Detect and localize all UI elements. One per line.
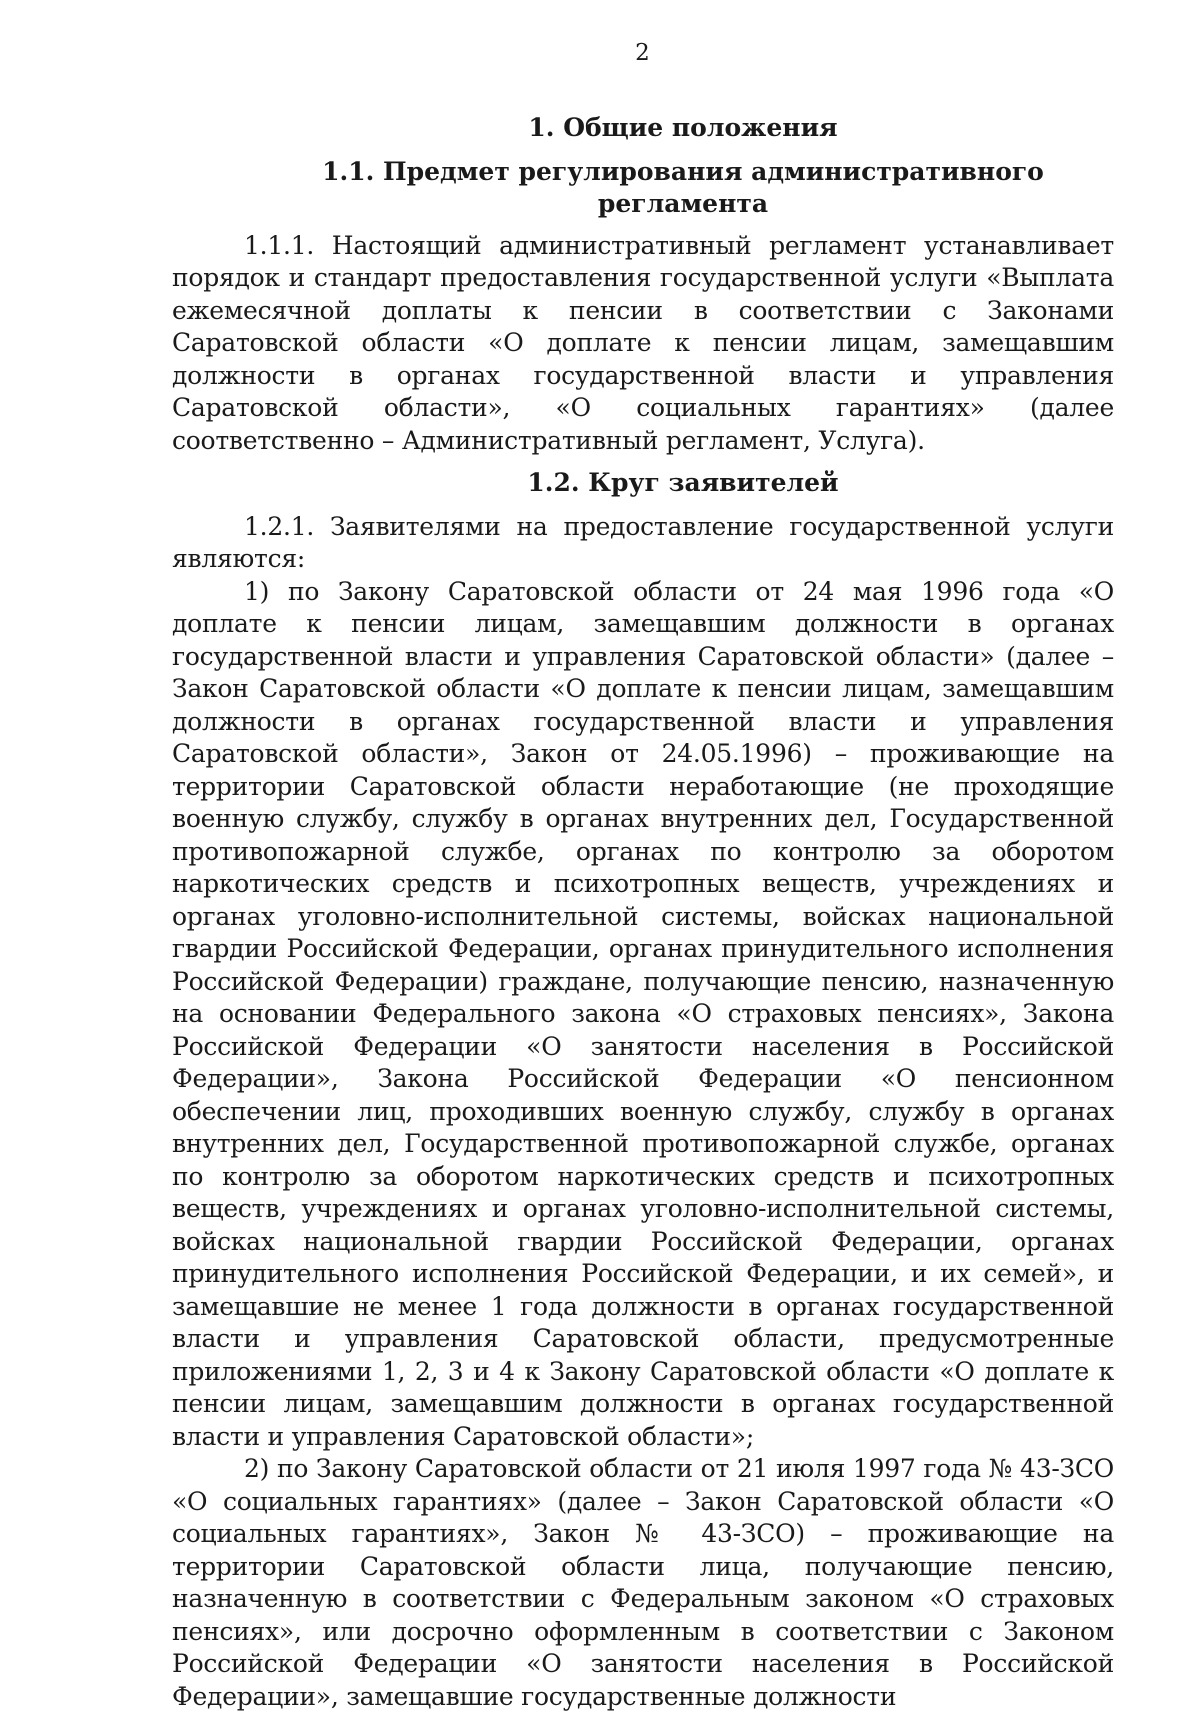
list-item-2: 2) по Закону Саратовской области от 21 июля 1997 года № 43-ЗСО «О социальных гарантиях» (далее – Закон Саратовской области «О социальных гарантиях», Закон № 43-ЗСО) – проживающие на территории Саратовской области лица, получающие пенсию, назначенную в соответствии с Федеральным законом «О страховых пенсиях», или досрочно оформленным в соответствии с Законом Российской Федерации «О занятости населения в Российской Федерации», замещавшие государственные должности [172,1454,1114,1711]
document-body [172,112,1114,1713]
paragraph-1-2-1: 1.2.1. Заявителями на предоставление государственной услуги являются: [172,511,1114,573]
page-number: 2 [635,40,650,66]
paragraph-1-1-1: 1.1.1. Настоящий административный регламент устанавливает порядок и стандарт предоставления государственной услуги «Выплата ежемесячной доплаты к пенсии в соответствии с Законами Саратовской области «О доплате к пенсии лицам, замещавшим должности в органах государственной власти и управления Саратовской области», «О социальных гарантиях» (далее соответственно – Административный регламент, Услуга). [172,230,1114,455]
subsection-heading-applicants: 1.2. Круг заявителей [527,468,839,497]
list-item-1: 1) по Закону Саратовской области от 24 мая 1996 года «О доплате к пенсии лицам, замещавшим должности в органах государственной власти и управления Саратовской области» (далее – Закон Саратовской области «О доплате к пенсии лицам, замещавшим должности в органах государственной власти и управления Саратовской области», Закон от 24.05.1996) – проживающие на территории Саратовской области неработающие (не проходящие военную службу, службу в органах внутренних дел, Государственной противопожарной службе, органах по контролю за оборотом наркотических средств и психотропных веществ, учреждениях и органах уголовно-исполнительной системы, войсках национальной гвардии Российской Федерации, органах принудительного исполнения Российской Федерации) граждане, получающие пенсию, назначенную на основании Федерального закона «О страховых пенсиях», Закона Российской Федерации «О занятости населения в Российской Федерации», Закона Российской Федерации «О пенсионном обеспечении лиц, проходивших военную службу, службу в органах внутренних дел, Государственной противопожарной службе, органах по контролю за оборотом наркотических средств и психотропных веществ, учреждениях и органах уголовно-исполнительной системы, войсках национальной гвардии Российской Федерации, органах принудительного исполнения Российской Федерации, и их семей», и замещавшие не менее 1 года должности в органах государственной власти и управления Саратовской области, предусмотренные приложениями 1, 2, 3 и 4 к Закону Саратовской области «О доплате к пенсии лицам, замещавшим должности в органах государственной власти и управления Саратовской области»; [172,576,1114,1451]
section-heading-general-provisions: 1. Общие положения [528,113,838,142]
subsection-heading-regulation-subject: 1.1. Предмет регулирования административного регламента [322,156,1044,218]
